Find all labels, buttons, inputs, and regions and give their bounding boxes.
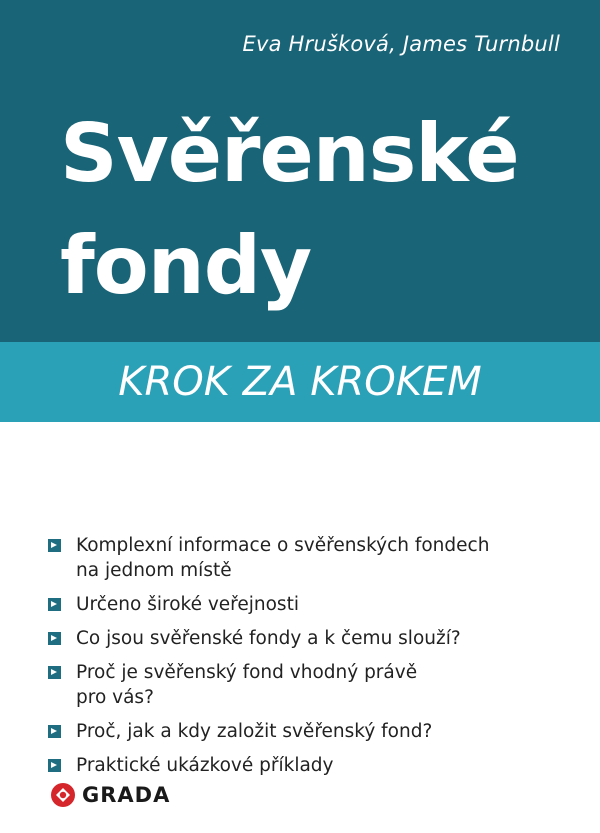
bullet-arrow-icon bbox=[48, 759, 61, 772]
list-item bbox=[48, 533, 568, 583]
list-item-text: Proč je svěřenský fond vhodný právě bbox=[76, 662, 418, 683]
title-panel bbox=[0, 0, 600, 342]
list-item-text: Praktické ukázkové příklady bbox=[76, 755, 334, 776]
subtitle: KROK ZA KROKEM bbox=[118, 359, 482, 405]
publisher-name: GRADA bbox=[82, 783, 171, 807]
feature-list bbox=[48, 533, 568, 787]
list-item-text: Proč, jak a kdy založit svěřenský fond? bbox=[76, 721, 433, 742]
bullet-arrow-icon bbox=[48, 666, 61, 679]
list-item bbox=[48, 626, 568, 651]
list-item-text-continued: pro vás? bbox=[76, 687, 154, 708]
list-item-text: Určeno široké veřejnosti bbox=[76, 594, 299, 615]
bullet-arrow-icon bbox=[48, 725, 61, 738]
list-item-text: Co jsou svěřenské fondy a k čemu slouží? bbox=[76, 628, 461, 649]
list-item bbox=[48, 592, 568, 617]
list-item bbox=[48, 719, 568, 744]
authors: Eva Hrušková, James Turnbull bbox=[242, 32, 560, 56]
bullet-arrow-icon bbox=[48, 632, 61, 645]
book-title-line2: fondy bbox=[60, 219, 312, 312]
bullet-arrow-icon bbox=[48, 598, 61, 611]
book-title-line1: Svěřenské bbox=[60, 107, 519, 200]
grada-logo-icon bbox=[50, 782, 76, 808]
list-item-text-continued: na jednom místě bbox=[76, 560, 232, 581]
publisher-logo bbox=[50, 780, 170, 810]
list-item bbox=[48, 660, 568, 710]
bullet-arrow-icon bbox=[48, 539, 61, 552]
list-item bbox=[48, 753, 568, 778]
list-item-text: Komplexní informace o svěřenských fondech bbox=[76, 535, 490, 556]
book-title bbox=[60, 98, 519, 322]
